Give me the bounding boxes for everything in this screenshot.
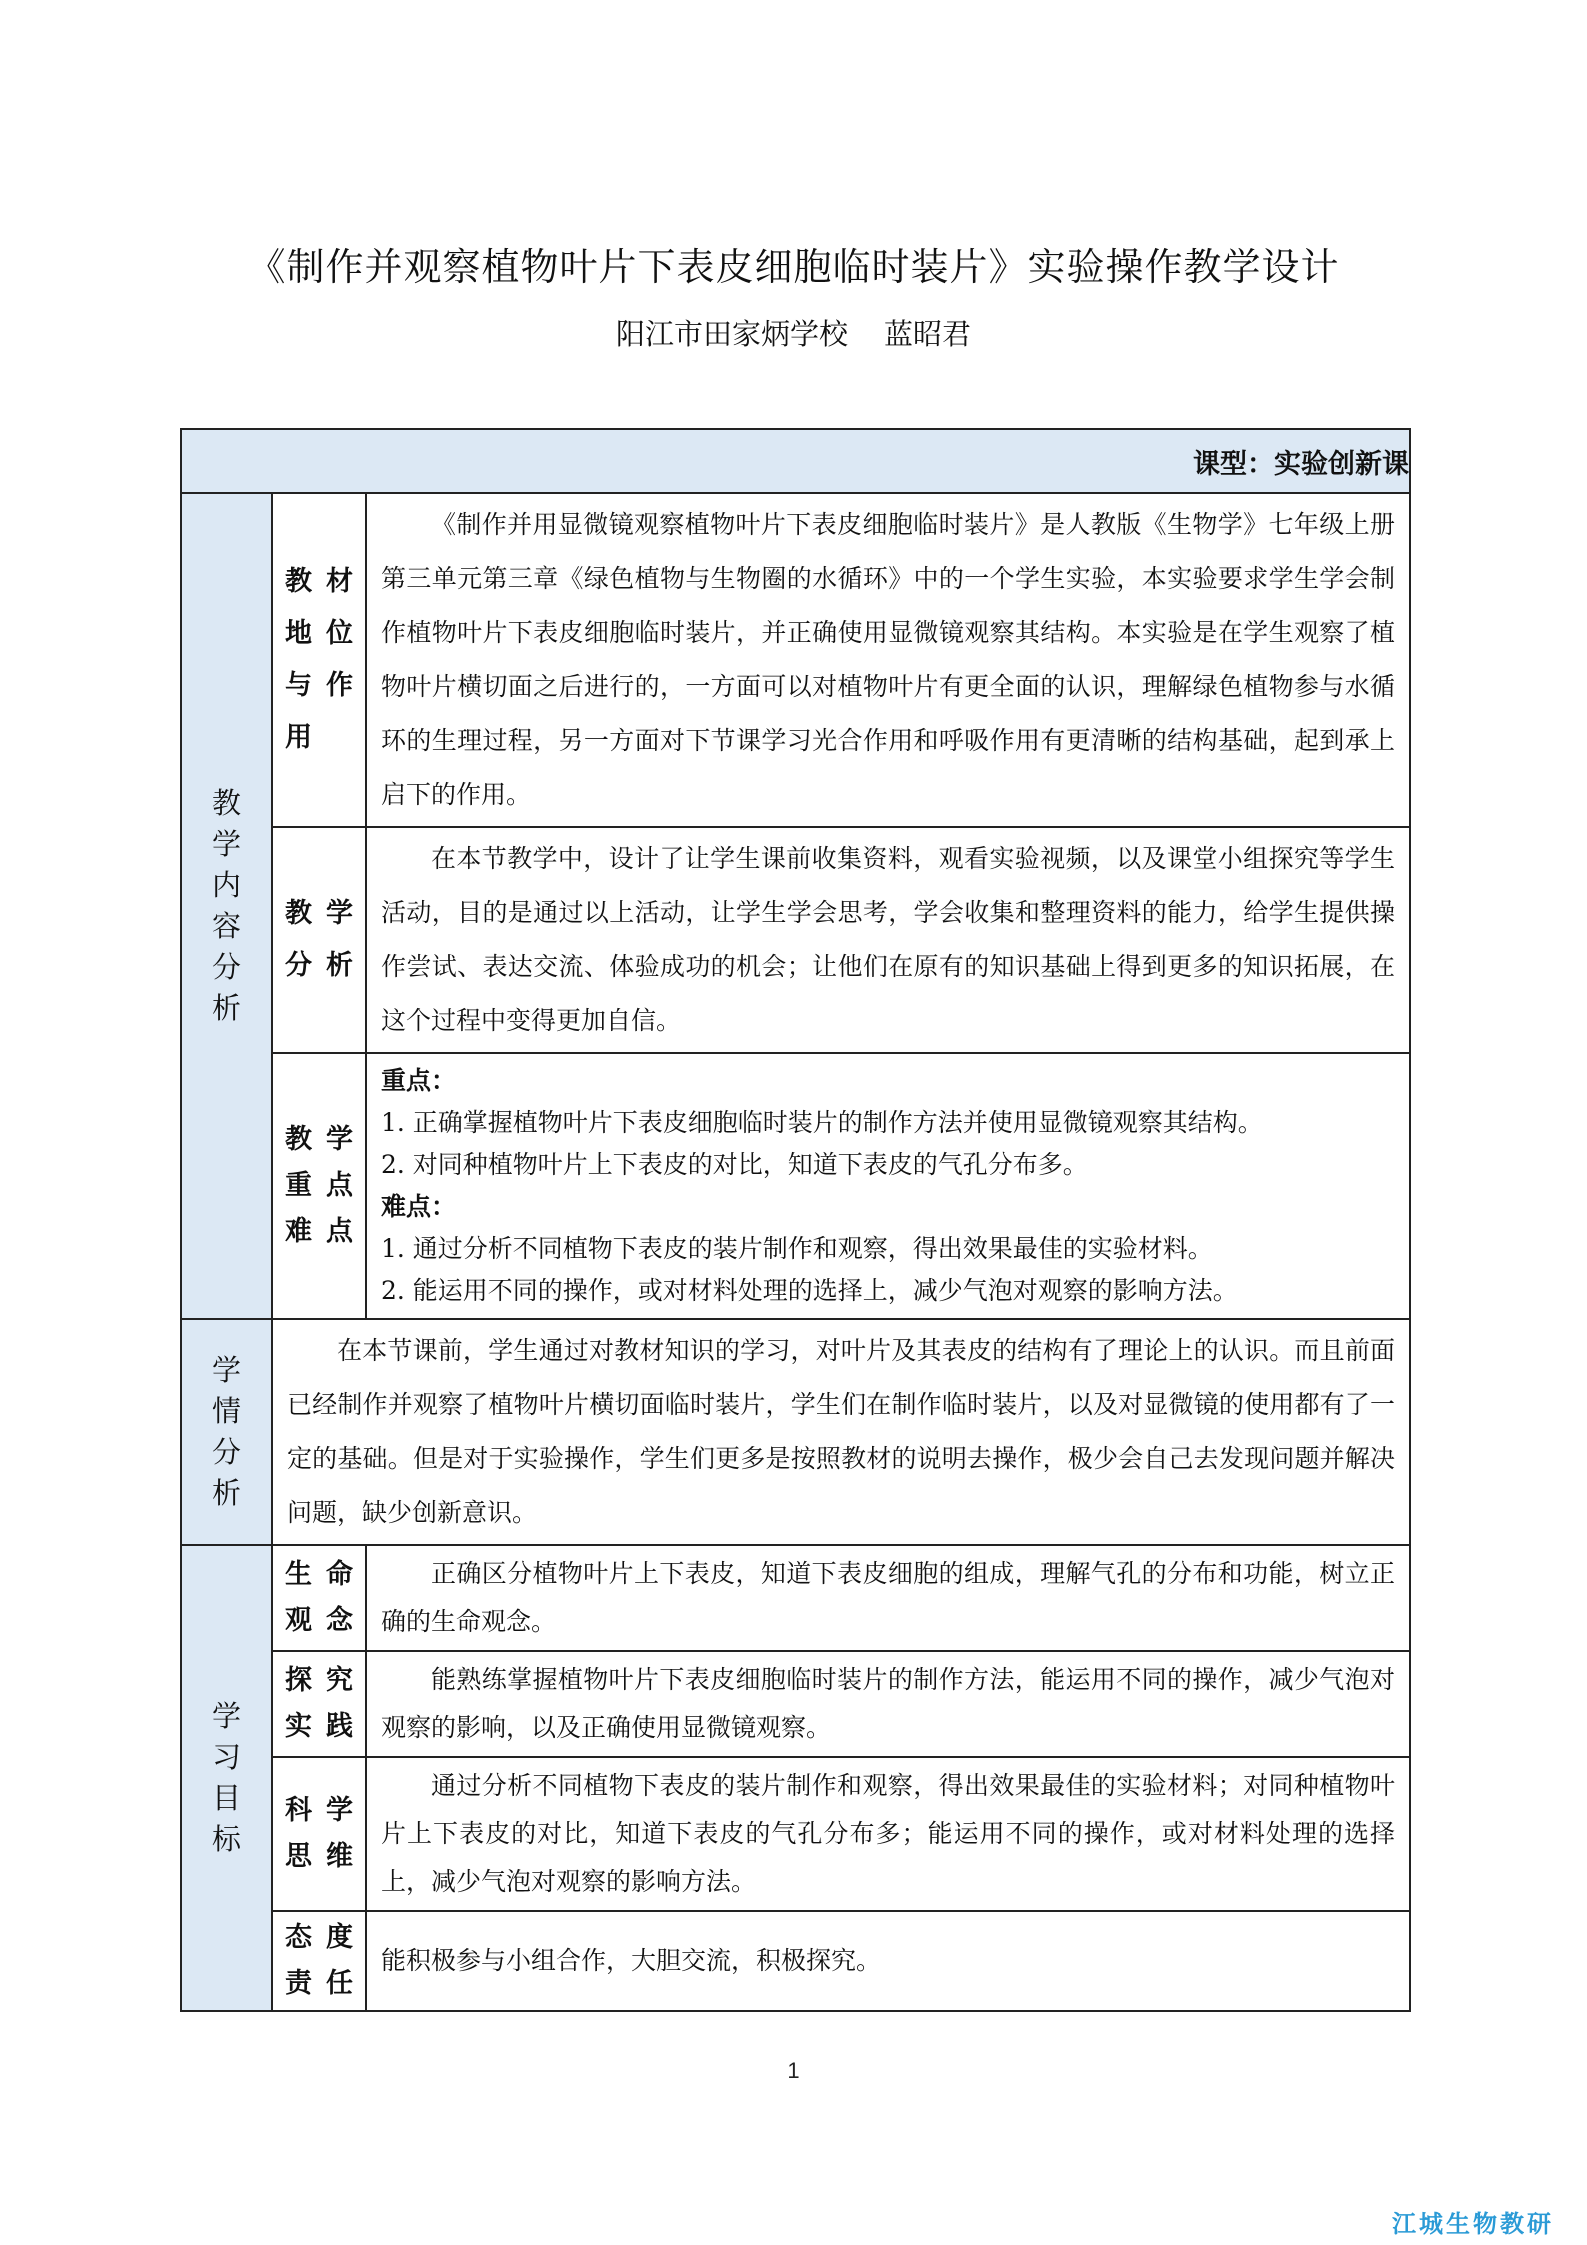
position-text: 《制作并用显微镜观察植物叶片下表皮细胞临时装片》是人教版《生物学》七年级上册第三单元第三章《绿色植物与生物圈的水循环》中的一个学生实验，本实验要求学生学会制作植物叶片下表皮细胞临时装片，并正确使用显微镜观察其结构。本实验是在学生观察了植物叶片横切面之后进行的，一方面可以对植物叶片有更全面的认识，理解绿色植物参与水循环的生理过程，另一方面对下节课学习光合作用和呼吸作用有更清晰的结构基础，起到承上启下的作用。 — [366, 493, 1410, 827]
key-points-row — [181, 1053, 1410, 1319]
course-type: 课型：实验创新课 — [181, 429, 1410, 493]
sub-label-teaching: 教学分析 — [272, 827, 366, 1053]
thinking-text: 通过分析不同植物下表皮的装片制作和观察，得出效果最佳的实验材料；对同种植物叶片上下表皮的对比，知道下表皮的气孔分布多；能运用不同的操作，或对材料处理的选择上，减少气泡对观察的影响方法。 — [366, 1757, 1410, 1911]
sub-label-position: 教材地位与作用 — [272, 493, 366, 827]
key-label: 重点： — [381, 1066, 457, 1095]
key-item-2: 2. 对同种植物叶片上下表皮的对比，知道下表皮的气孔分布多。 — [381, 1150, 1088, 1179]
objective-attitude-row — [181, 1911, 1410, 2011]
author-name: 蓝昭君 — [884, 317, 972, 351]
section-learner-analysis: 学情分析 — [181, 1319, 272, 1545]
difficulty-item-2: 2. 能运用不同的操作，或对材料处理的选择上，减少气泡对观察的影响方法。 — [381, 1276, 1238, 1305]
document-title: 《制作并观察植物叶片下表皮细胞临时装片》实验操作教学设计 — [247, 245, 1340, 289]
learner-analysis-text: 在本节课前，学生通过对教材知识的学习，对叶片及其表皮的结构有了理论上的认识。而且前面已经制作并观察了植物叶片横切面临时装片，学生们在制作临时装片，以及对显微镜的使用都有了一定的基础。但是对于实验操作，学生们更多是按照教材的说明去操作，极少会自己去发现问题并解决问题，缺少创新意识。 — [272, 1319, 1410, 1545]
attitude-text: 能积极参与小组合作，大胆交流，积极探究。 — [366, 1911, 1410, 2011]
school-name: 阳江市田家炳学校 — [615, 317, 848, 351]
learner-analysis-row — [181, 1319, 1410, 1545]
page-number: 1 — [787, 2058, 800, 2083]
objective-life-row — [181, 1545, 1410, 1651]
inquiry-text: 能熟练掌握植物叶片下表皮细胞临时装片的制作方法，能运用不同的操作，减少气泡对观察的影响，以及正确使用显微镜观察。 — [366, 1651, 1410, 1757]
objective-thinking-row — [181, 1757, 1410, 1911]
sub-label-inquiry: 探究实践 — [272, 1651, 366, 1757]
teaching-analysis-row — [181, 827, 1410, 1053]
sub-label-life: 生命观念 — [272, 1545, 366, 1651]
author-line — [0, 312, 1587, 353]
section-content-analysis: 教学内容分析 — [181, 493, 272, 1319]
content-position-row — [181, 493, 1410, 827]
difficulty-label: 难点： — [381, 1192, 457, 1221]
difficulty-item-1: 1. 通过分析不同植物下表皮的装片制作和观察，得出效果最佳的实验材料。 — [381, 1234, 1213, 1263]
sub-label-thinking: 科学思维 — [272, 1757, 366, 1911]
life-text: 正确区分植物叶片上下表皮，知道下表皮细胞的组成，理解气孔的分布和功能，树立正确的生命观念。 — [366, 1545, 1410, 1651]
teaching-text: 在本节教学中，设计了让学生课前收集资料，观看实验视频，以及课堂小组探究等学生活动，目的是通过以上活动，让学生学会思考，学会收集和整理资料的能力，给学生提供操作尝试、表达交流、体验成功的机会；让他们在原有的知识基础上得到更多的知识拓展，在这个过程中变得更加自信。 — [366, 827, 1410, 1053]
sub-label-key-points: 教学重点难点 — [272, 1053, 366, 1319]
key-item-1: 1. 正确掌握植物叶片下表皮细胞临时装片的制作方法并使用显微镜观察其结构。 — [381, 1108, 1263, 1137]
watermark: 江城生物教研 — [1392, 2210, 1554, 2238]
sub-label-attitude: 态度责任 — [272, 1911, 366, 2011]
objective-inquiry-row — [181, 1651, 1410, 1757]
section-objectives: 学习目标 — [181, 1545, 272, 2011]
course-type-row — [181, 429, 1410, 493]
lesson-plan-table — [180, 428, 1411, 2012]
key-points-text — [366, 1053, 1410, 1319]
